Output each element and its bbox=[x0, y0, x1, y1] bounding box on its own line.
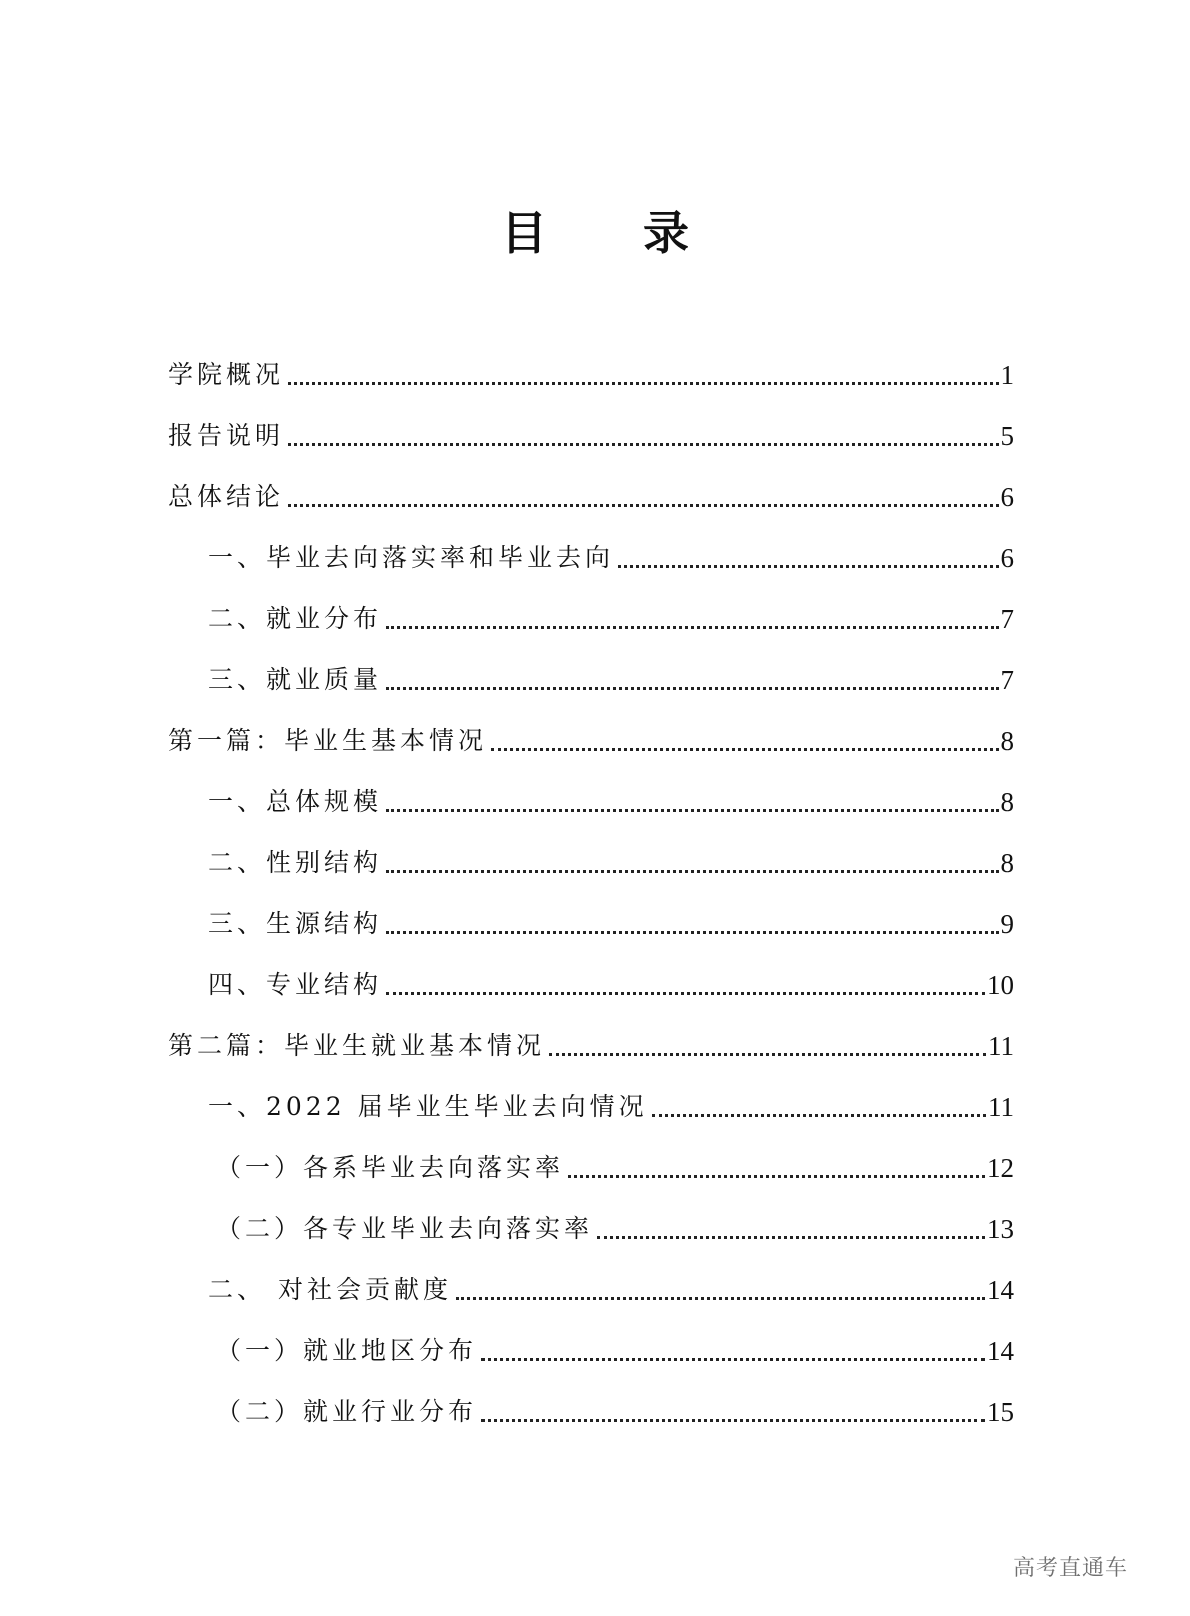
toc-entry-label: 二、就业分布 bbox=[208, 604, 383, 633]
dot-leader bbox=[386, 808, 998, 812]
toc-entry[interactable] bbox=[168, 1310, 1014, 1371]
toc-entry-label: 三、生源结构 bbox=[208, 909, 383, 938]
dot-leader bbox=[288, 503, 998, 507]
toc-entry-page-number: 1 bbox=[1000, 360, 1014, 390]
table-of-contents bbox=[168, 334, 1014, 1432]
toc-entry-page-number: 8 bbox=[1000, 848, 1014, 878]
toc-entry-page-number: 14 bbox=[987, 1275, 1014, 1305]
dot-leader bbox=[652, 1113, 986, 1117]
toc-entry-label: 二、 对社会贡献度 bbox=[208, 1275, 452, 1304]
toc-entry-page-number: 11 bbox=[988, 1092, 1014, 1122]
toc-entry[interactable] bbox=[168, 1249, 1014, 1310]
toc-entry[interactable] bbox=[168, 578, 1014, 639]
toc-entry-page-number: 10 bbox=[987, 970, 1014, 1000]
toc-entry-page-number: 12 bbox=[987, 1153, 1014, 1183]
page-title: 目 录 bbox=[500, 206, 729, 260]
toc-entry-page-number: 9 bbox=[1000, 909, 1014, 939]
toc-entry-page-number: 11 bbox=[988, 1031, 1014, 1061]
toc-entry-label: 第二篇：毕业生就业基本情况 bbox=[168, 1031, 546, 1060]
toc-entry[interactable] bbox=[168, 1005, 1014, 1066]
toc-entry[interactable] bbox=[168, 639, 1014, 700]
toc-entry-label: 三、就业质量 bbox=[208, 665, 383, 694]
dot-leader bbox=[288, 381, 998, 385]
dot-leader bbox=[386, 625, 998, 629]
toc-entry-label: （一）各系毕业去向落实率 bbox=[216, 1153, 565, 1182]
dot-leader bbox=[386, 930, 998, 934]
toc-entry-label: 一、总体规模 bbox=[208, 787, 383, 816]
dot-leader bbox=[549, 1052, 986, 1056]
toc-entry-page-number: 8 bbox=[1000, 726, 1014, 756]
dot-leader bbox=[618, 564, 998, 568]
toc-entry-page-number: 7 bbox=[1000, 665, 1014, 695]
toc-entry[interactable] bbox=[168, 822, 1014, 883]
dot-leader bbox=[491, 747, 998, 751]
toc-entry[interactable] bbox=[168, 883, 1014, 944]
toc-entry[interactable] bbox=[168, 395, 1014, 456]
toc-entry-label: 二、性别结构 bbox=[208, 848, 383, 877]
watermark: 高考直通车 bbox=[1012, 1556, 1128, 1581]
toc-entry-label: 学院概况 bbox=[168, 360, 285, 389]
toc-entry[interactable] bbox=[168, 944, 1014, 1005]
toc-entry-label: 四、专业结构 bbox=[208, 970, 383, 999]
toc-entry-label: （二）就业行业分布 bbox=[216, 1397, 478, 1426]
dot-leader bbox=[456, 1296, 985, 1300]
dot-leader bbox=[597, 1235, 985, 1239]
dot-leader bbox=[568, 1174, 985, 1178]
toc-entry-label: 一、毕业去向落实率和毕业去向 bbox=[208, 543, 615, 572]
toc-entry[interactable] bbox=[168, 456, 1014, 517]
toc-entry-page-number: 14 bbox=[987, 1336, 1014, 1366]
toc-entry-page-number: 15 bbox=[987, 1397, 1014, 1427]
dot-leader bbox=[481, 1418, 985, 1422]
dot-leader bbox=[481, 1357, 985, 1361]
dot-leader bbox=[386, 686, 998, 690]
toc-entry-page-number: 5 bbox=[1000, 421, 1014, 451]
toc-entry[interactable] bbox=[168, 334, 1014, 395]
toc-entry-label: 报告说明 bbox=[168, 421, 285, 450]
toc-entry-label: （二）各专业毕业去向落实率 bbox=[216, 1214, 594, 1243]
toc-entry[interactable] bbox=[168, 1188, 1014, 1249]
toc-entry-label: 第一篇：毕业生基本情况 bbox=[168, 726, 488, 755]
toc-entry[interactable] bbox=[168, 1066, 1014, 1127]
dot-leader bbox=[386, 991, 985, 995]
toc-entry[interactable] bbox=[168, 1127, 1014, 1188]
toc-entry-page-number: 6 bbox=[1000, 543, 1014, 573]
dot-leader bbox=[288, 442, 998, 446]
toc-entry-label: 总体结论 bbox=[168, 482, 285, 511]
dot-leader bbox=[386, 869, 998, 873]
toc-entry-label: （一）就业地区分布 bbox=[216, 1336, 478, 1365]
toc-entry-page-number: 13 bbox=[987, 1214, 1014, 1244]
toc-entry[interactable] bbox=[168, 517, 1014, 578]
toc-entry-page-number: 6 bbox=[1000, 482, 1014, 512]
toc-entry[interactable] bbox=[168, 761, 1014, 822]
toc-entry-label: 一、2022 届毕业生毕业去向情况 bbox=[208, 1092, 648, 1121]
toc-entry-page-number: 7 bbox=[1000, 604, 1014, 634]
toc-entry[interactable] bbox=[168, 1371, 1014, 1432]
toc-entry[interactable] bbox=[168, 700, 1014, 761]
toc-entry-page-number: 8 bbox=[1000, 787, 1014, 817]
